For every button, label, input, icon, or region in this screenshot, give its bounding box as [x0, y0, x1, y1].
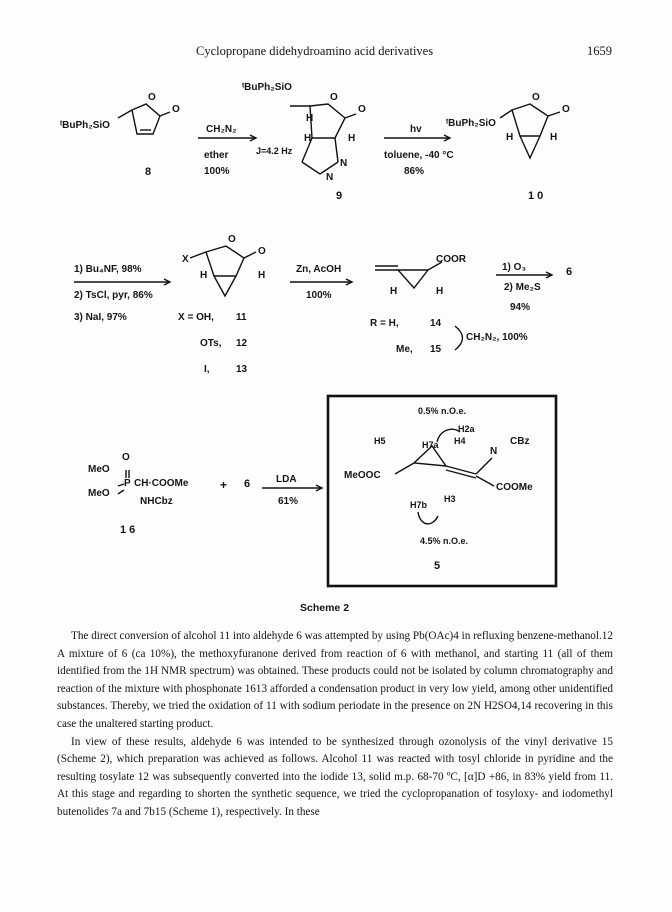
c8-silyl: ᵗBuPh₂SiO — [60, 120, 110, 131]
c5-h7a: H7a — [422, 440, 439, 450]
c14-label: 14 — [430, 318, 442, 329]
c14-coor: COOR — [436, 254, 466, 265]
c10-silyl: ᵗBuPh₂SiO — [446, 118, 496, 129]
c9-o-carbonyl: O — [358, 104, 366, 115]
arrow1-yield: 100% — [204, 166, 230, 177]
plus-sign: + — [220, 478, 228, 492]
c9-label: 9 — [336, 190, 343, 202]
x-group-i: I, — [204, 364, 210, 375]
c9-silyl: ᵗBuPh₂SiO — [242, 82, 292, 93]
c14-h-left: H — [390, 286, 398, 297]
x-num-13: 13 — [236, 364, 248, 375]
c10-o-ring: O — [532, 92, 540, 103]
c10-h-right: H — [550, 132, 558, 143]
c11-h-left: H — [200, 270, 208, 281]
structure-8 — [118, 104, 170, 134]
c8-o-carbonyl: O — [172, 104, 180, 115]
arrow3-reagent: Zn, AcOH — [296, 264, 342, 275]
arrow2-reagent: hv — [410, 124, 422, 135]
c9-coupling: J=4.2 Hz — [256, 146, 293, 156]
step-3: 3) NaI, 97% — [74, 312, 127, 323]
c5-meooc: MeOOC — [344, 470, 381, 481]
arrow2-conditions: toluene, -40 °C — [384, 150, 454, 161]
c10-h-left: H — [506, 132, 514, 143]
x-num-11: 11 — [236, 312, 247, 323]
c9-n2: N — [340, 158, 348, 169]
c11-h-right: H — [258, 270, 266, 281]
x-group-ots: OTs, — [200, 338, 222, 349]
step-1: 1) Bu₄NF, 98% — [74, 264, 142, 275]
structure-14 — [375, 262, 442, 288]
c5-h4: H4 — [454, 436, 466, 446]
arrow2-yield: 86% — [404, 166, 425, 177]
arrow4-reagent2: 2) Me₂S — [504, 282, 541, 293]
c5-h5: H5 — [374, 436, 386, 446]
c5-coome: COOMe — [496, 482, 533, 493]
c8-label: 8 — [145, 166, 152, 178]
arrow1-reagent: CH₂N₂ — [206, 124, 237, 135]
c9-h-left: H — [304, 133, 312, 144]
arrow3-yield: 100% — [306, 290, 332, 301]
arrow5-yield: 61% — [278, 496, 299, 507]
structure-10 — [500, 104, 560, 158]
c16-nhcbz: NHCbz — [140, 496, 173, 507]
c9-h-right: H — [348, 133, 356, 144]
c16-ch-coome: CH·COOMe — [134, 478, 189, 489]
x-num-12: 12 — [236, 338, 248, 349]
c11-x: X — [182, 254, 189, 265]
arrow1-solvent: ether — [204, 150, 229, 161]
page-number: 1659 — [587, 44, 612, 58]
c15-label: 15 — [430, 344, 442, 355]
c8-o-ring: O — [148, 92, 156, 103]
c5-label: 5 — [434, 560, 441, 572]
reactant-6: 6 — [244, 478, 251, 490]
c5-h2a: H2a — [458, 424, 475, 434]
c16-meo-2: MeO — [88, 488, 110, 499]
c11-o-ring: O — [228, 234, 236, 245]
c11-o-carbonyl: O — [258, 246, 266, 257]
scheme-caption: Scheme 2 — [300, 602, 350, 614]
step-2: 2) TsCl, pyr, 86% — [74, 290, 153, 301]
c9-o-ring: O — [330, 92, 338, 103]
c9-h-top: H — [306, 113, 314, 124]
c5-noe-top: 0.5% n.O.e. — [418, 406, 467, 416]
c5-noe-bottom: 4.5% n.O.e. — [420, 536, 469, 546]
c5-cbz: CBz — [510, 436, 530, 447]
x-group-oh: X = OH, — [178, 312, 214, 323]
esterification-bracket — [455, 326, 463, 350]
paragraph-1: The direct conversion of alcohol 11 into aldehyde 6 was attempted by using Pb(OAc)4 in refluxing benzene-methanol.12 A mixture of 6 (ca 10%), the methoxyfuranone derived from reaction of 6 with methanol, and starting 11 (all of them identified from the 1H NMR spectrum) was obtained. These products could not be isolated by column chromatography and reaction of the mixture with phosphonate 1613 afforded a condensation product in very low yield, among other unidentified substances. Thereby, we tried the oxidation of 11 with sodium periodate in the presence on 2N H2SO4,14 recovering in this case the unaltered starting product. — [57, 630, 613, 730]
esterification-reagent: CH₂N₂, 100% — [466, 332, 528, 343]
c10-label: 1 0 — [528, 190, 544, 202]
c5-h7b: H7b — [410, 500, 428, 510]
product-6: 6 — [566, 266, 573, 278]
arrow5-reagent: LDA — [276, 474, 297, 485]
running-title: Cyclopropane didehydroamino acid derivatives — [196, 44, 434, 58]
c16-label: 1 6 — [120, 524, 136, 536]
c9-n1: N — [326, 172, 334, 183]
arrow4-reagent1: 1) O₃ — [502, 262, 527, 273]
c10-o-carbonyl: O — [562, 104, 570, 115]
arrow4-yield: 94% — [510, 302, 531, 313]
c14-h-right: H — [436, 286, 444, 297]
c5-h3: H3 — [444, 494, 456, 504]
c14-r-h: R = H, — [370, 318, 399, 329]
c16-o: O — [122, 452, 130, 463]
c5-n: N — [490, 446, 498, 457]
paragraph-2: In view of these results, aldehyde 6 was intended to be synthesized through ozonolysis of the vinyl derivative 15 (Scheme 2), which preparation was achieved as follows. Alcohol 11 was reacted with tosyl chloride in pyridine and the resulting tosylate 12 was subsequently converted into the iodide 13, solid m.p. 68-70 ºC, [α]D +86, in 83% yield from 11. At this stage and regarding to shorten the synthetic sequence, we tried the cyclopropanation of tosyloxy- and iodomethyl butenolides 7a and 7b15 (Scheme 1), respectively. In these — [57, 735, 613, 818]
c16-p: P — [124, 478, 131, 489]
body-text — [57, 628, 613, 822]
c15-r-me: Me, — [396, 344, 413, 355]
c16-meo-1: MeO — [88, 464, 110, 475]
